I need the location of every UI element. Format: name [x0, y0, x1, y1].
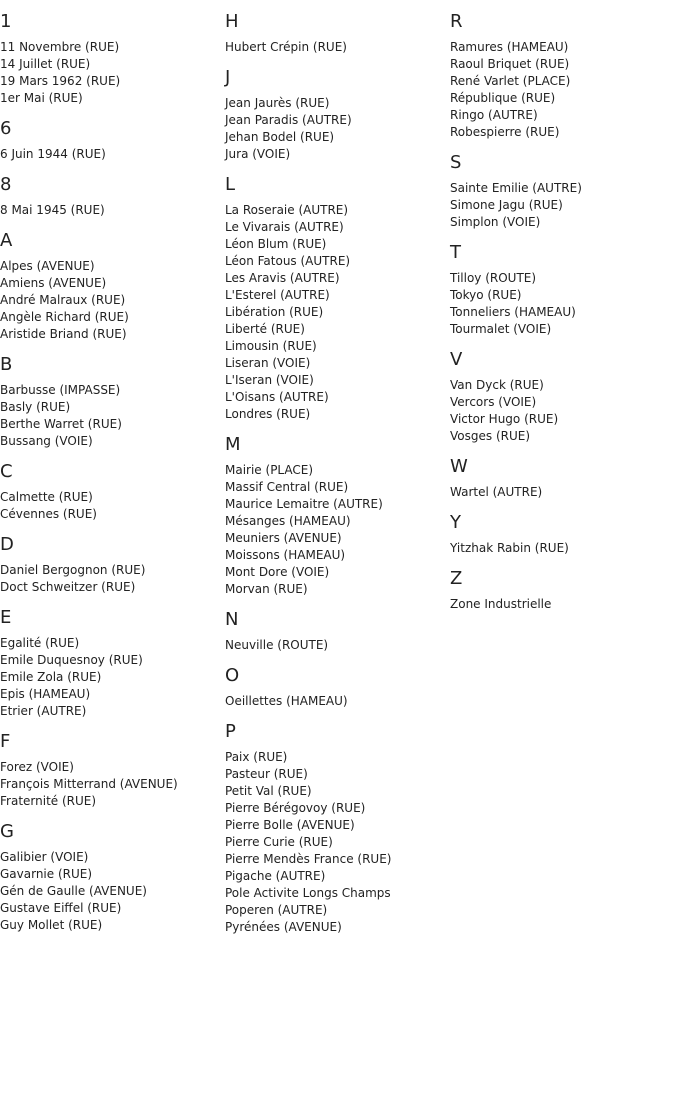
letter-section: [225, 174, 450, 423]
street-link[interactable]: Amiens (AVENUE): [0, 276, 107, 290]
street-list-item: [0, 793, 225, 810]
street-list-item: [0, 686, 225, 703]
street-list: [450, 596, 675, 613]
street-link[interactable]: 14 Juillet (RUE): [0, 57, 91, 71]
street-link[interactable]: Pierre Bérégovoy (RUE): [225, 801, 366, 815]
street-link[interactable]: Hubert Crépin (RUE): [225, 40, 347, 54]
letter-section: [0, 230, 225, 343]
street-list-item: [0, 579, 225, 596]
street-list-item: [0, 776, 225, 793]
street-link[interactable]: 1er Mai (RUE): [0, 91, 83, 105]
street-list-item: [0, 433, 225, 450]
street-link[interactable]: Liseran (VOIE): [225, 356, 311, 370]
letter-section: [225, 721, 450, 936]
street-link[interactable]: Léon Blum (RUE): [225, 237, 327, 251]
street-list: [225, 749, 450, 936]
letter-section: [225, 434, 450, 598]
street-list: [225, 95, 450, 163]
section-letter-heading: L: [225, 174, 236, 195]
street-list-item: [225, 129, 450, 146]
letter-section: [225, 11, 450, 56]
section-letter-heading: V: [450, 349, 463, 370]
street-list-item: [0, 900, 225, 917]
street-list: [225, 693, 450, 710]
street-link[interactable]: Cévennes (RUE): [0, 507, 97, 521]
street-list-item: [0, 326, 225, 343]
street-list: [225, 462, 450, 598]
street-link[interactable]: Wartel (AUTRE): [450, 485, 543, 499]
street-link[interactable]: République (RUE): [450, 91, 556, 105]
street-list: [0, 258, 225, 343]
street-list-item: [225, 868, 450, 885]
street-list-item: [225, 783, 450, 800]
street-link[interactable]: Gavarnie (RUE): [0, 867, 93, 881]
letter-section: [450, 349, 675, 445]
street-link[interactable]: Forez (VOIE): [0, 760, 74, 774]
street-list: [0, 759, 225, 810]
street-list-item: [450, 287, 675, 304]
street-link[interactable]: Libération (RUE): [225, 305, 324, 319]
street-list-item: [0, 275, 225, 292]
street-list: [0, 39, 225, 107]
street-list-item: [225, 817, 450, 834]
street-list-item: [225, 270, 450, 287]
letter-section: [450, 568, 675, 613]
letter-section: [0, 534, 225, 596]
street-link[interactable]: Les Aravis (AUTRE): [225, 271, 340, 285]
street-link[interactable]: Bussang (VOIE): [0, 434, 93, 448]
letter-section: [0, 461, 225, 523]
street-link[interactable]: Poperen (AUTRE): [225, 903, 328, 917]
street-link[interactable]: Alpes (AVENUE): [0, 259, 95, 273]
street-list-item: [0, 292, 225, 309]
section-letter-heading: 6: [0, 118, 12, 139]
street-link[interactable]: Vosges (RUE): [450, 429, 531, 443]
letter-section: [0, 118, 225, 163]
street-link[interactable]: Tilloy (ROUTE): [450, 271, 537, 285]
street-list-item: [0, 146, 225, 163]
street-link[interactable]: Petit Val (RUE): [225, 784, 312, 798]
street-list-item: [0, 883, 225, 900]
street-list-item: [225, 851, 450, 868]
street-list: [0, 562, 225, 596]
street-list-item: [225, 39, 450, 56]
street-list-item: [225, 355, 450, 372]
street-list-item: [450, 428, 675, 445]
letter-section: [450, 11, 675, 141]
letter-section: [225, 665, 450, 710]
street-list-item: [0, 56, 225, 73]
street-list-item: [225, 800, 450, 817]
street-list-item: [450, 73, 675, 90]
section-letter-heading: 1: [0, 11, 12, 32]
street-list-item: [0, 382, 225, 399]
street-link[interactable]: Raoul Briquet (RUE): [450, 57, 570, 71]
section-letter-heading: S: [450, 152, 462, 173]
street-link[interactable]: Vercors (VOIE): [450, 395, 537, 409]
street-list: [0, 849, 225, 934]
street-link[interactable]: 8 Mai 1945 (RUE): [0, 203, 105, 217]
street-list: [450, 39, 675, 141]
section-letter-heading: 8: [0, 174, 12, 195]
street-list-item: [450, 321, 675, 338]
street-list-item: [0, 506, 225, 523]
street-link[interactable]: Jean Jaurès (RUE): [225, 96, 330, 110]
street-link[interactable]: Berthe Warret (RUE): [0, 417, 122, 431]
letter-section: [450, 242, 675, 338]
street-list-item: [225, 406, 450, 423]
street-list-item: [225, 146, 450, 163]
street-link[interactable]: Robespierre (RUE): [450, 125, 560, 139]
street-list-item: [0, 202, 225, 219]
street-link[interactable]: Massif Central (RUE): [225, 480, 349, 494]
street-link[interactable]: Tourmalet (VOIE): [450, 322, 552, 336]
street-list-item: [225, 219, 450, 236]
street-list-item: [225, 479, 450, 496]
street-link[interactable]: Jean Paradis (AUTRE): [225, 113, 352, 127]
street-link[interactable]: Emile Zola (RUE): [0, 670, 102, 684]
section-letter-heading: W: [450, 456, 468, 477]
street-link[interactable]: Ramures (HAMEAU): [450, 40, 569, 54]
street-link[interactable]: Daniel Bergognon (RUE): [0, 563, 146, 577]
street-link[interactable]: François Mitterrand (AVENUE): [0, 777, 178, 791]
street-list-item: [225, 902, 450, 919]
street-list-item: [225, 112, 450, 129]
section-letter-heading: O: [225, 665, 240, 686]
street-list-item: [225, 513, 450, 530]
street-link[interactable]: Epis (HAMEAU): [0, 687, 91, 701]
street-link[interactable]: Pigache (AUTRE): [225, 869, 326, 883]
street-link[interactable]: Basly (RUE): [0, 400, 71, 414]
street-link[interactable]: Moissons (HAMEAU): [225, 548, 346, 562]
street-list-item: [450, 540, 675, 557]
street-link[interactable]: Léon Fatous (AUTRE): [225, 254, 351, 268]
street-link[interactable]: La Roseraie (AUTRE): [225, 203, 349, 217]
street-list-item: [225, 462, 450, 479]
street-link[interactable]: Mairie (PLACE): [225, 463, 314, 477]
letter-section: [0, 731, 225, 810]
street-list-item: [0, 39, 225, 56]
street-link[interactable]: Mésanges (HAMEAU): [225, 514, 351, 528]
letter-section: [0, 607, 225, 720]
letter-section: [225, 67, 450, 163]
street-link[interactable]: René Varlet (PLACE): [450, 74, 571, 88]
street-list-item: [450, 197, 675, 214]
street-list-item: [225, 321, 450, 338]
street-list-item: [225, 304, 450, 321]
street-list-item: [225, 287, 450, 304]
street-list: [450, 540, 675, 557]
street-link[interactable]: Oeillettes (HAMEAU): [225, 694, 348, 708]
street-link[interactable]: Emile Duquesnoy (RUE): [0, 653, 143, 667]
street-link[interactable]: Londres (RUE): [225, 407, 311, 421]
street-list-item: [450, 484, 675, 501]
street-link[interactable]: Galibier (VOIE): [0, 850, 89, 864]
street-list: [0, 202, 225, 219]
street-link[interactable]: Gustave Eiffel (RUE): [0, 901, 122, 915]
street-list-item: [225, 530, 450, 547]
street-list: [225, 202, 450, 423]
street-link[interactable]: Pole Activite Longs Champs: [225, 886, 391, 900]
street-list-item: [450, 56, 675, 73]
street-list-item: [0, 635, 225, 652]
directory-column-3: [450, 0, 675, 613]
street-list-item: [450, 214, 675, 231]
street-list-item: [0, 73, 225, 90]
street-link[interactable]: Le Vivarais (AUTRE): [225, 220, 344, 234]
street-list-item: [450, 90, 675, 107]
street-link[interactable]: Calmette (RUE): [0, 490, 93, 504]
letter-section: [0, 11, 225, 107]
street-list-item: [0, 309, 225, 326]
street-link[interactable]: Simplon (VOIE): [450, 215, 541, 229]
street-link[interactable]: L'Esterel (AUTRE): [225, 288, 330, 302]
street-link[interactable]: Angèle Richard (RUE): [0, 310, 129, 324]
section-letter-heading: P: [225, 721, 236, 742]
letter-section: [450, 152, 675, 231]
street-list: [225, 637, 450, 654]
street-link[interactable]: Morvan (RUE): [225, 582, 308, 596]
street-list-item: [225, 253, 450, 270]
street-list-item: [0, 90, 225, 107]
street-link[interactable]: Barbusse (IMPASSE): [0, 383, 121, 397]
street-list-item: [225, 581, 450, 598]
street-list: [0, 382, 225, 450]
street-list: [0, 635, 225, 720]
street-link[interactable]: Van Dyck (RUE): [450, 378, 544, 392]
street-list-item: [450, 596, 675, 613]
section-letter-heading: R: [450, 11, 463, 32]
street-link[interactable]: Neuville (ROUTE): [225, 638, 329, 652]
street-link[interactable]: Gén de Gaulle (AVENUE): [0, 884, 147, 898]
street-list-item: [450, 411, 675, 428]
street-list-item: [225, 693, 450, 710]
street-link[interactable]: Yitzhak Rabin (RUE): [450, 541, 569, 555]
section-letter-heading: D: [0, 534, 14, 555]
section-letter-heading: M: [225, 434, 241, 455]
street-list-item: [225, 749, 450, 766]
street-link[interactable]: Tokyo (RUE): [450, 288, 522, 302]
street-link[interactable]: Paix (RUE): [225, 750, 288, 764]
street-link[interactable]: Zone Industrielle: [450, 597, 552, 611]
street-link[interactable]: Pierre Mendès France (RUE): [225, 852, 392, 866]
street-list-item: [450, 124, 675, 141]
street-list: [450, 180, 675, 231]
letter-section: [0, 354, 225, 450]
street-link[interactable]: L'Oisans (AUTRE): [225, 390, 329, 404]
street-link[interactable]: Jura (VOIE): [225, 147, 291, 161]
section-letter-heading: B: [0, 354, 13, 375]
street-list-item: [225, 834, 450, 851]
street-link[interactable]: Aristide Briand (RUE): [0, 327, 127, 341]
street-list: [0, 146, 225, 163]
street-list-item: [225, 547, 450, 564]
street-link[interactable]: L'Iseran (VOIE): [225, 373, 314, 387]
street-list-item: [0, 917, 225, 934]
street-link[interactable]: Sainte Emilie (AUTRE): [450, 181, 582, 195]
letter-section: [0, 174, 225, 219]
street-list-item: [0, 416, 225, 433]
street-list-item: [225, 637, 450, 654]
street-link[interactable]: Mont Dore (VOIE): [225, 565, 330, 579]
street-link[interactable]: Doct Schweitzer (RUE): [0, 580, 136, 594]
letter-section: [0, 821, 225, 934]
street-list-item: [225, 202, 450, 219]
section-letter-heading: Y: [450, 512, 461, 533]
street-list-item: [225, 236, 450, 253]
street-list-item: [0, 562, 225, 579]
street-link[interactable]: Maurice Lemaitre (AUTRE): [225, 497, 383, 511]
street-list-item: [450, 270, 675, 287]
street-list-item: [225, 338, 450, 355]
street-link[interactable]: Simone Jagu (RUE): [450, 198, 563, 212]
street-list-item: [225, 95, 450, 112]
street-list-item: [225, 496, 450, 513]
section-letter-heading: H: [225, 11, 239, 32]
street-list-item: [0, 849, 225, 866]
street-list: [225, 39, 450, 56]
section-letter-heading: E: [0, 607, 12, 628]
directory-column-2: [225, 0, 450, 936]
section-letter-heading: T: [450, 242, 461, 263]
street-list-item: [450, 180, 675, 197]
street-link[interactable]: Guy Mollet (RUE): [0, 918, 103, 932]
street-link[interactable]: 19 Mars 1962 (RUE): [0, 74, 121, 88]
section-letter-heading: J: [225, 67, 231, 88]
street-link[interactable]: Etrier (AUTRE): [0, 704, 87, 718]
street-list-item: [0, 866, 225, 883]
section-letter-heading: A: [0, 230, 13, 251]
street-link[interactable]: Egalité (RUE): [0, 636, 80, 650]
letter-section: [450, 512, 675, 557]
street-list: [450, 270, 675, 338]
street-list-item: [225, 372, 450, 389]
street-link[interactable]: Meuniers (AVENUE): [225, 531, 342, 545]
street-list-item: [225, 564, 450, 581]
street-list-item: [225, 919, 450, 936]
street-link[interactable]: Pasteur (RUE): [225, 767, 308, 781]
section-letter-heading: C: [0, 461, 13, 482]
letter-section: [450, 456, 675, 501]
street-list-item: [450, 39, 675, 56]
street-link[interactable]: Pyrénées (AVENUE): [225, 920, 342, 934]
street-link[interactable]: Limousin (RUE): [225, 339, 317, 353]
directory-column-1: [0, 0, 225, 934]
section-letter-heading: Z: [450, 568, 463, 589]
street-link[interactable]: Liberté (RUE): [225, 322, 305, 336]
street-list-item: [225, 766, 450, 783]
street-link[interactable]: 11 Novembre (RUE): [0, 40, 120, 54]
street-link[interactable]: 6 Juin 1944 (RUE): [0, 147, 106, 161]
street-list-item: [450, 377, 675, 394]
street-link[interactable]: Pierre Bolle (AVENUE): [225, 818, 355, 832]
street-list-item: [0, 258, 225, 275]
street-link[interactable]: Victor Hugo (RUE): [450, 412, 559, 426]
street-list-item: [450, 394, 675, 411]
street-link[interactable]: Fraternité (RUE): [0, 794, 97, 808]
street-list-item: [0, 652, 225, 669]
street-link[interactable]: Jehan Bodel (RUE): [225, 130, 335, 144]
street-list-item: [225, 389, 450, 406]
street-list-item: [0, 759, 225, 776]
letter-section: [225, 609, 450, 654]
section-letter-heading: F: [0, 731, 11, 752]
street-link[interactable]: André Malraux (RUE): [0, 293, 126, 307]
street-list: [450, 377, 675, 445]
street-list-item: [450, 304, 675, 321]
street-link[interactable]: Tonneliers (HAMEAU): [450, 305, 576, 319]
street-link[interactable]: Ringo (AUTRE): [450, 108, 538, 122]
street-list-item: [0, 703, 225, 720]
street-list-item: [0, 399, 225, 416]
street-list: [0, 489, 225, 523]
street-list-item: [450, 107, 675, 124]
street-list-item: [0, 489, 225, 506]
street-list-item: [225, 885, 450, 902]
section-letter-heading: G: [0, 821, 14, 842]
street-list-item: [0, 669, 225, 686]
section-letter-heading: N: [225, 609, 239, 630]
street-list: [450, 484, 675, 501]
street-link[interactable]: Pierre Curie (RUE): [225, 835, 333, 849]
